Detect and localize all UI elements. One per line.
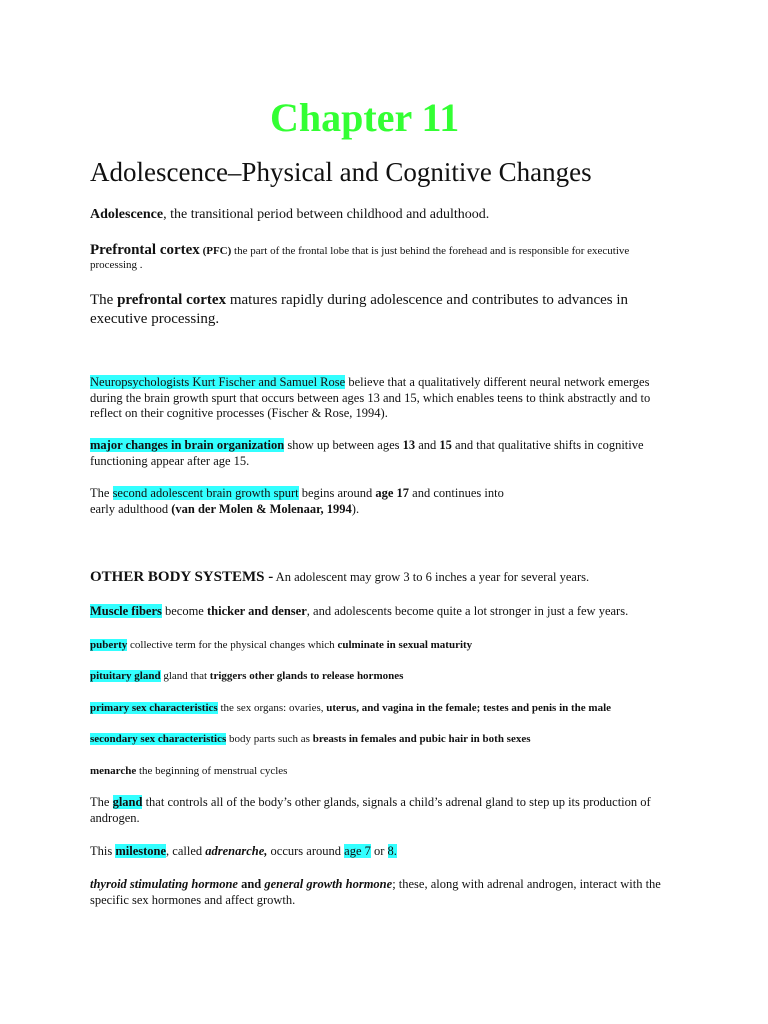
milestone-pre: This <box>90 844 116 858</box>
highlight-age-7: age 7 <box>344 844 371 858</box>
milestone-paragraph <box>90 844 690 860</box>
citation-van-der-molen: (van der Molen & Molenaar, 1994 <box>171 501 352 516</box>
muscle-text-1: become <box>161 604 207 618</box>
pituitary-text: gland that <box>160 670 210 682</box>
thyroid-paragraph <box>90 877 670 908</box>
other-body-systems-text: An adolescent may grow 3 to 6 inches a year for several years. <box>273 570 590 584</box>
menarche-text: the beginning of menstrual cycles <box>136 765 288 777</box>
muscle-bold: thicker and denser <box>206 604 307 618</box>
major-changes-paragraph <box>90 438 660 469</box>
gland-text: that controls all of the body’s other glands, signals a child’s adrenal gland to step up its production of androgen. <box>90 795 651 825</box>
thyroid-text: ; these, along with adrenal androgen, interact with the specific sex hormones and affect growth. <box>90 877 661 907</box>
pfc-matures-paragraph <box>90 291 650 329</box>
chapter-subtitle: Adolescence–Physical and Cognitive Changes <box>90 157 592 187</box>
secondary-text: body parts such as <box>226 733 313 745</box>
second-spurt-text-2: and continues into early adulthood <box>90 486 504 516</box>
major-changes-text-3: and that qualitative shifts in cognitive functioning appear after age 15. <box>90 438 644 468</box>
gland-pre: The <box>90 795 113 809</box>
highlight-second-growth-spurt: second adolescent brain growth spurt <box>112 486 299 500</box>
primary-bold: uterus, and vagina in the female; testes and penis in the male <box>326 702 612 714</box>
major-changes-text-1: show up between ages <box>284 438 403 452</box>
puberty-definition <box>90 638 690 652</box>
neuropsychologists-text: believe that a qualitatively different neural network emerges during the brain growth spurt that occurs between ages 13 and 15, which enables teens to think abstractly and to reflect on their cognitive processes (Fischer & Rose, 1994). <box>90 375 651 420</box>
term-menarche: menarche <box>90 765 137 777</box>
highlight-neuropsychologists: Neuropsychologists Kurt Fischer and Samuel Rose <box>90 375 346 389</box>
pfc-definition <box>90 243 660 272</box>
highlight-muscle-fibers: Muscle fibers <box>90 604 162 618</box>
menarche-definition <box>90 764 690 778</box>
second-spurt-text-1: begins around <box>298 486 376 500</box>
term-adolescence: Adolescence <box>90 207 164 222</box>
gland-paragraph <box>90 795 665 826</box>
second-spurt-end: ). <box>351 501 360 516</box>
muscle-fibers-paragraph <box>90 604 650 620</box>
highlight-milestone: milestone <box>115 844 167 858</box>
second-spurt-pre: The <box>90 486 113 500</box>
milestone-text-3: or <box>370 844 388 858</box>
pfc-abbreviation: (PFC) <box>202 245 232 257</box>
highlight-pituitary-gland: pituitary gland <box>90 670 161 682</box>
term-prefrontal-cortex-2: prefrontal cortex <box>117 292 227 308</box>
age-17: age 17 <box>375 486 410 500</box>
other-body-systems-paragraph <box>90 570 690 586</box>
puberty-text: collective term for the physical changes which <box>127 639 338 651</box>
highlight-puberty: puberty <box>90 639 128 651</box>
term-adrenarche: adrenarche, <box>205 844 268 858</box>
highlight-secondary-sex-characteristics: secondary sex characteristics <box>90 733 227 745</box>
secondary-sex-characteristics-definition <box>90 732 690 746</box>
second-growth-spurt-paragraph <box>90 486 530 517</box>
term-general-growth-hormone: general growth hormone <box>264 877 393 891</box>
pfc-definition-text: the part of the frontal lobe that is just behind the forehead and is responsible for executive processing . <box>90 245 630 271</box>
milestone-text-2: occurs around <box>267 844 345 858</box>
adolescence-definition <box>90 206 690 224</box>
age-13: 13 <box>402 438 416 452</box>
heading-other-body-systems: OTHER BODY SYSTEMS - <box>90 569 274 585</box>
neuropsychologists-paragraph <box>90 375 670 422</box>
primary-sex-characteristics-definition <box>90 701 690 715</box>
chapter-title: Chapter 11 <box>270 95 460 140</box>
highlight-gland: gland <box>112 795 143 809</box>
milestone-text-1: , called <box>166 844 206 858</box>
pfc-matures-text: matures rapidly during adolescence and contributes to advances in executive processing. <box>90 292 629 327</box>
thyroid-and: and <box>237 877 265 891</box>
adolescence-text: , the transitional period between childhood and adulthood. <box>163 207 490 222</box>
highlight-major-changes: major changes in brain organization <box>90 438 285 452</box>
term-prefrontal-cortex: Prefrontal cortex <box>90 242 200 258</box>
age-15: 15 <box>439 438 452 452</box>
pituitary-bold: triggers other glands to release hormones <box>209 670 404 682</box>
major-changes-text-2: and <box>415 438 440 452</box>
secondary-bold: breasts in females and pubic hair in both sexes <box>312 733 531 745</box>
term-thyroid-stimulating-hormone: thyroid stimulating hormone <box>90 877 238 891</box>
puberty-bold: culminate in sexual maturity <box>337 639 473 651</box>
muscle-text-2: , and adolescents become quite a lot stronger in just a few years. <box>306 604 629 618</box>
pfc-matures-pre: The <box>90 292 118 308</box>
primary-text: the sex organs: ovaries, <box>217 702 327 714</box>
pituitary-gland-definition <box>90 669 690 683</box>
highlight-primary-sex-characteristics: primary sex characteristics <box>90 702 218 714</box>
highlight-age-8: 8. <box>387 844 397 858</box>
